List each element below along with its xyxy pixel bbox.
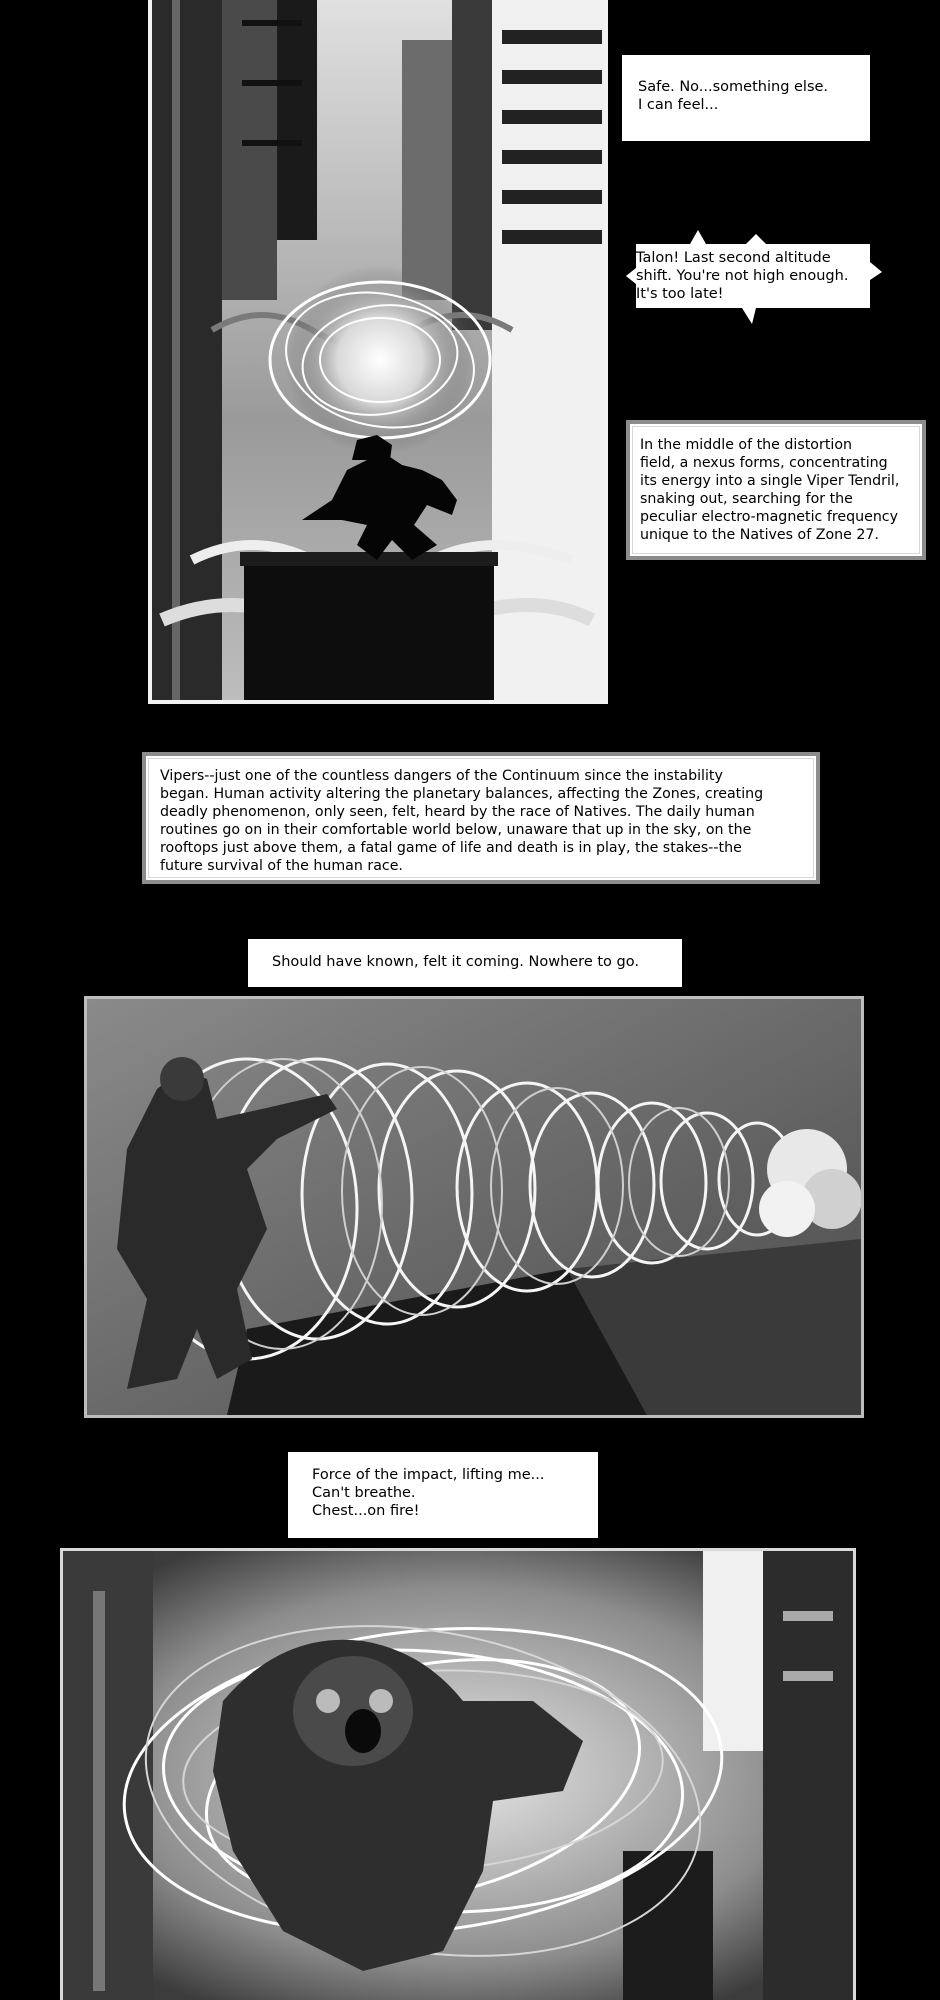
speech-bubble-talon	[626, 228, 882, 324]
caption-nexus: In the middle of the distortion field, a nexus forms, concentrating its energy into a single Viper Tendril, snaking out, searching for the peculiar electro-magnetic frequency unique to the Natives of Zone 27.	[626, 420, 926, 560]
lifted-figure-panel	[60, 1548, 856, 2000]
tendril-strike-panel	[84, 996, 864, 1418]
speech-bubble-talon-text: Talon! Last second altitude shift. You're not high enough. It's too late!	[636, 250, 849, 302]
caption-vipers-narration: Vipers--just one of the countless dangers of the Continuum since the instability began. Human activity altering the planetary balances, affecting the Zones, creating deadly phenomenon, only seen, felt, heard by the race of Natives. The daily human routines go on in their comfortable world below, unaware that up in the sky, on the rooftops just above them, a fatal game of life and death is in play, the stakes--the future survival of the human race.	[142, 752, 820, 884]
caption-safe: Safe. No...something else. I can feel...	[622, 55, 870, 141]
caption-should-have-known: Should have known, felt it coming. Nowhere to go.	[248, 939, 682, 987]
alley-vortex-panel	[148, 0, 608, 704]
alley-vortex-illustration	[152, 0, 604, 700]
tendril-strike-illustration	[87, 999, 861, 1415]
lifted-figure-illustration	[63, 1551, 853, 2000]
caption-force-of-impact: Force of the impact, lifting me... Can't breathe. Chest...on fire!	[288, 1452, 598, 1538]
